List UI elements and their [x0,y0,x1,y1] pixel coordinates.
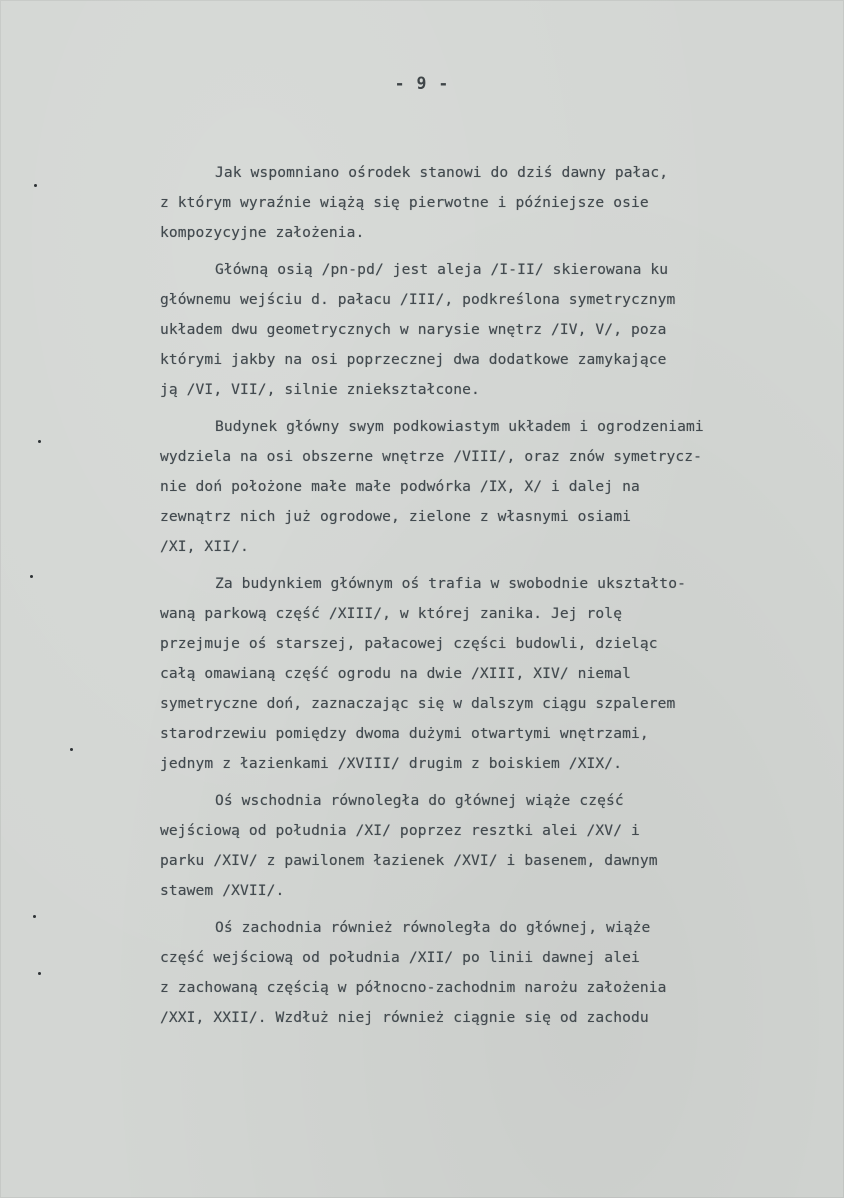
text-line: zewnątrz nich już ogrodowe, zielone z własnymi osiami [160,508,631,525]
text-line: układem dwu geometrycznych w narysie wnętrz /IV, V/, poza [160,321,667,338]
paragraph-1 [160,158,840,248]
paragraph-3 [160,412,840,562]
text-line: ją /VI, VII/, silnie zniekształcone. [160,381,480,398]
paragraph-5 [160,786,840,906]
text-line: Budynek główny swym podkowiastym układem i ogrodzeniami [215,418,704,435]
text-line: symetryczne doń, zaznaczając się w dalszym ciągu szpalerem [160,695,676,712]
text-line: Oś wschodnia równoległa do głównej wiąże część [215,792,624,809]
text-line: Oś zachodnia również równoległa do głównej, wiąże [215,919,651,936]
page-number: - 9 - [394,74,450,93]
text-line: stawem /XVII/. [160,882,285,899]
text-line: głównemu wejściu d. pałacu /III/, podkreślona symetrycznym [160,291,676,308]
margin-speck [30,575,33,578]
margin-speck [33,915,36,918]
text-line: parku /XIV/ z pawilonem łazienek /XVI/ i basenem, dawnym [160,852,658,869]
text-line: /XI, XII/. [160,538,249,555]
text-line: część wejściową od południa /XII/ po linii dawnej alei [160,949,640,966]
text-line: całą omawianą część ogrodu na dwie /XIII, XIV/ niemal [160,665,631,682]
text-line: z którym wyraźnie wiążą się pierwotne i późniejsze osie [160,194,649,211]
text-line: jednym z łazienkami /XVIII/ drugim z boiskiem /XIX/. [160,755,623,772]
text-line: nie doń położone małe małe podwórka /IX, X/ i dalej na [160,478,640,495]
text-line: kompozycyjne założenia. [160,224,365,241]
margin-speck [38,972,41,975]
text-line: przejmuje oś starszej, pałacowej części budowli, dzieląc [160,635,658,652]
margin-speck [38,440,41,443]
text-line: Główną osią /pn-pd/ jest aleja /I-II/ skierowana ku [215,261,669,278]
text-line: Jak wspomniano ośrodek stanowi do dziś dawny pałac, [215,164,669,181]
text-line: /XXI, XXII/. Wzdłuż niej również ciągnie się od zachodu [160,1009,649,1026]
paragraph-2 [160,255,840,405]
text-line: waną parkową część /XIII/, w której zanika. Jej rolę [160,605,623,622]
text-line: Za budynkiem głównym oś trafia w swobodnie ukształto- [215,575,686,592]
text-line: wejściową od południa /XI/ poprzez resztki alei /XV/ i [160,822,640,839]
margin-speck [34,184,37,187]
text-line: wydziela na osi obszerne wnętrze /VIII/, oraz znów symetrycz- [160,448,703,465]
body-text [160,158,840,1033]
text-line: z zachowaną częścią w północno-zachodnim narożu założenia [160,979,667,996]
paragraph-4 [160,569,840,779]
paragraph-6 [160,913,840,1033]
text-line: starodrzewiu pomiędzy dwoma dużymi otwartymi wnętrzami, [160,725,649,742]
text-line: którymi jakby na osi poprzecznej dwa dodatkowe zamykające [160,351,667,368]
margin-speck [70,748,73,751]
